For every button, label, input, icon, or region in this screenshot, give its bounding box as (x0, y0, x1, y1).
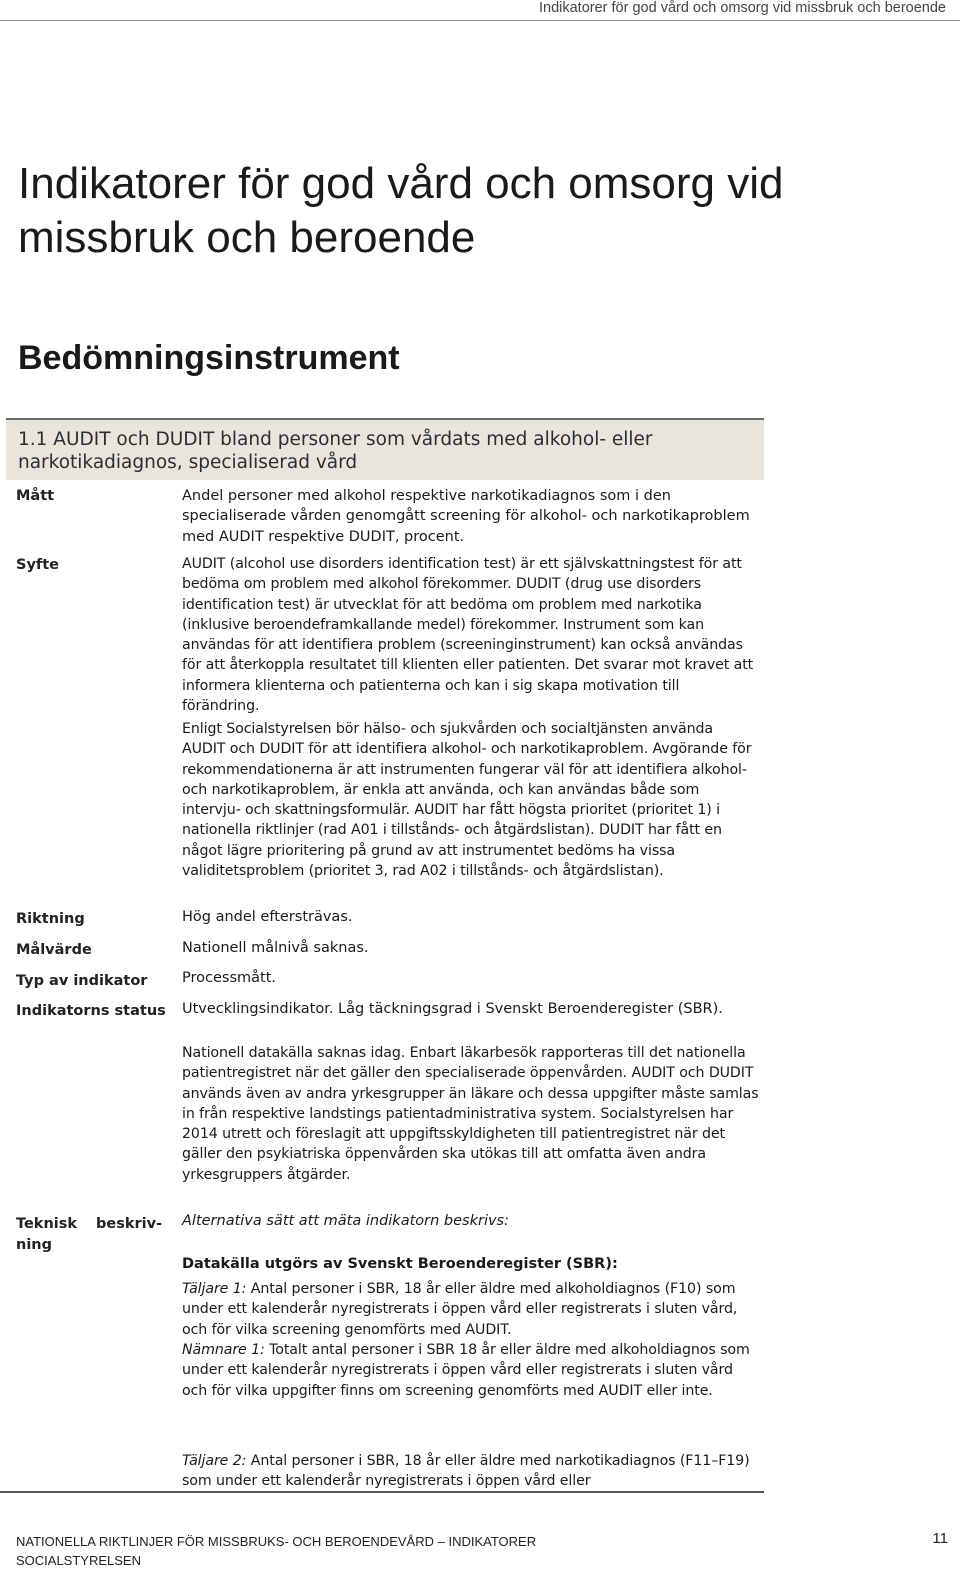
header-rule (0, 20, 960, 21)
value-source-heading: Datakälla utgörs av Svenskt Beroenderegister (SBR): (182, 1256, 618, 1272)
value-typ: Processmått. (182, 970, 276, 986)
running-header (0, 0, 960, 22)
value-syfte-para2: Enligt Socialstyrelsen bör hälso- och sjukvården och socialtjänsten använda AUDIT och DUDIT för att identifiera alkohol- och narkotikaproblem. Avgörande för rekommendationerna är att instrumenten fungerar väl för att identifiera alkohol- och narkotikaproblem, är enkla att använda, och kan användas både som intervju- och skattningsformulär. AUDIT har fått högsta prioritet (prioritet 1) i nationella riktlinjer (rad A01 i tillstånds- och åtgärdslistan). DUDIT har fått en något lägre prioritering på grund av att instrumentet bedöms ha vissa validitetsproblem (prioritet 3, rad A02 i tillstånds- och åtgärdslistan). (182, 721, 752, 880)
label-syfte: Syfte (16, 557, 59, 573)
value-matt: Andel personer med alkohol respektive narkotikadiagnos som i den specialiserade vården genomgått screening för alkohol- och narkotikaproblem med AUDIT respektive DUDIT, procent. (182, 488, 750, 545)
taljare2-label: Täljare 2: (182, 1453, 247, 1469)
label-teknisk-part1: Teknisk (16, 1216, 78, 1232)
footer-rule (0, 1491, 764, 1493)
label-status: Indikatorns status (16, 1003, 166, 1019)
value-malvarde: Nationell målnivå saknas. (182, 940, 369, 956)
taljare1-text: Antal personer i SBR, 18 år eller äldre med alkoholdiagnos (F10) som under ett kalenderår nyregistrerats i öppen vård eller registrerats i sluten vård, och för vilka screening genomförts med AUDIT. (182, 1281, 738, 1338)
value-syfte-para1: AUDIT (alcohol use disorders identification test) är ett självskattningstest för att bedöma om problem med alkohol förekommer. DUDIT (drug use disorders identification test) är utvecklat för att bedöma om problem med narkotika (inklusive beroendeframkallande medel) förekommer. Instrument som kan användas för att identifiera problem (screeninginstrument) kan också användas för att återkoppla resultatet till klienten eller patienten. Det svarar mot kravet att informera klienterna och patienterna och kan i sig skapa motivation till förändring. (182, 556, 754, 715)
namnare1-text: Totalt antal personer i SBR 18 år eller äldre med alkoholdiagnos som under ett kalenderår nyregistrerats i öppen vård eller registrerats i sluten vård och för vilka uppgifter finns om screening genomförts med AUDIT eller inte. (182, 1342, 750, 1399)
label-teknisk-part2: beskriv- (96, 1216, 163, 1232)
label-typ: Typ av indikator (16, 973, 148, 989)
value-status-para1: Utvecklingsindikator. Låg täckningsgrad i Svenskt Beroenderegister (SBR). (182, 1001, 723, 1017)
label-matt: Mått (16, 488, 55, 504)
label-malvarde: Målvärde (16, 942, 92, 958)
label-teknisk-part3: ning (16, 1237, 52, 1253)
footer (16, 1532, 536, 1570)
footer-publisher: SOCIALSTYRELSEN (16, 1553, 141, 1568)
value-riktning: Hög andel eftersträvas. (182, 909, 353, 925)
value-taljare2 (182, 1451, 760, 1492)
indicator-heading: 1.1 AUDIT och DUDIT bland personer som vårdats med alkohol- eller narkotikadiagnos, specialiserad vård (6, 418, 764, 480)
section-title: Bedömningsinstrument (18, 339, 400, 377)
value-taljare1 (182, 1279, 760, 1340)
value-status-para2: Nationell datakälla saknas idag. Enbart läkarbesök rapporteras till det nationella patientregistret när det gäller den specialiserade öppenvården. AUDIT och DUDIT används även av andra yrkesgrupper än läkare och dessa uppgifter måste samlas in från respektive landstings patientadministrativa system. Socialstyrelsen har 2014 utrett och föreslagit att uppgiftsskyldigheten till patientregistret när det gäller den psykiatriska öppenvården ska utökas till att omfatta även andra yrkesgruppers åtgärder. (182, 1045, 759, 1183)
document-title: Indikatorer för god vård och omsorg vid missbruk och beroende (18, 159, 784, 262)
page-number: 11 (932, 1530, 948, 1547)
taljare2-text: Antal personer i SBR, 18 år eller äldre med narkotikadiagnos (F11–F19) som under ett kalenderår nyregistrerats i öppen vård eller (182, 1453, 750, 1490)
label-riktning: Riktning (16, 911, 85, 927)
footer-publication: NATIONELLA RIKTLINJER FÖR MISSBRUKS- OCH BEROENDEVÅRD – INDIKATORER (16, 1534, 537, 1549)
running-header-title: Indikatorer för god vård och omsorg vid missbruk och beroende (538, 0, 946, 16)
namnare1-label: Nämnare 1: (182, 1342, 265, 1358)
value-namnare1 (182, 1340, 760, 1401)
value-teknisk-intro: Alternativa sätt att mäta indikatorn beskrivs: (182, 1213, 509, 1229)
taljare1-label: Täljare 1: (182, 1281, 247, 1297)
